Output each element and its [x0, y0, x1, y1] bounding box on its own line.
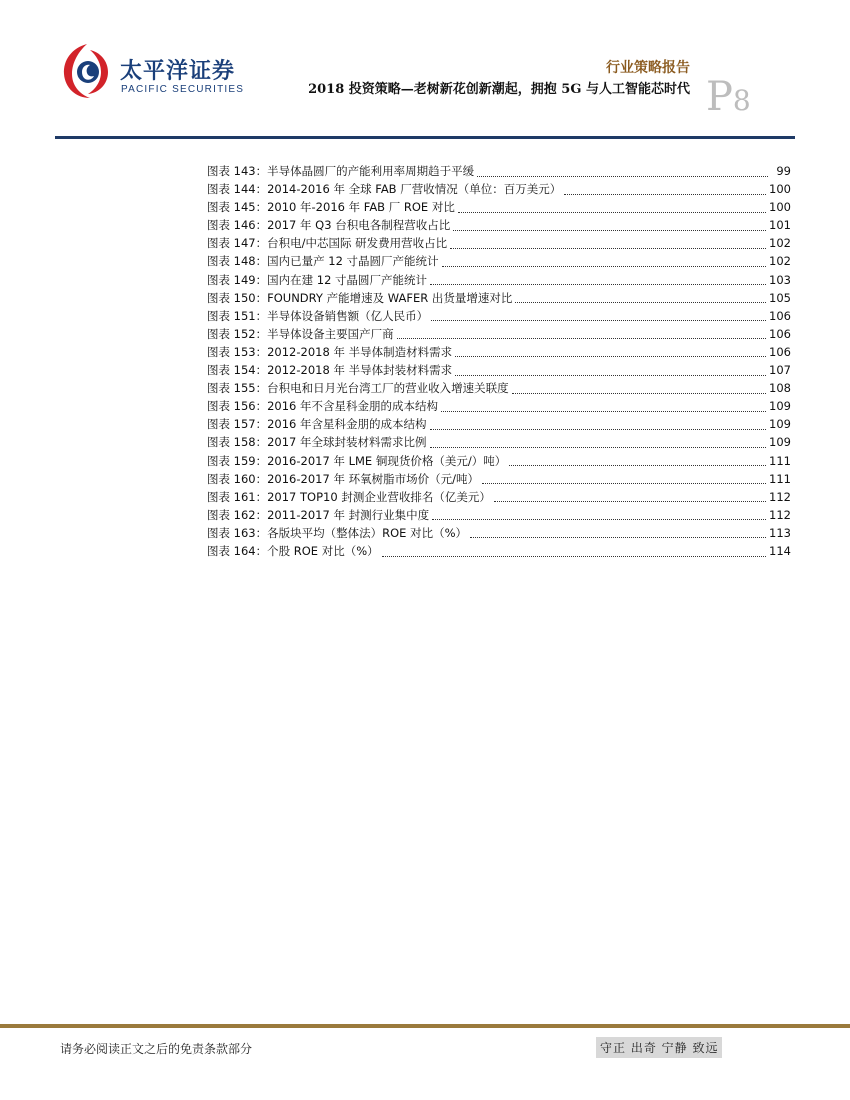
- page-number-value: 8: [732, 84, 751, 117]
- toc-entry[interactable]: [207, 290, 791, 308]
- toc-entry[interactable]: [207, 326, 791, 344]
- toc-entry-label: 图表 160：: [207, 471, 268, 486]
- toc-entry-page: 101: [769, 218, 791, 233]
- toc-entry-label: 图表 157：: [207, 417, 268, 432]
- toc-entry-label: 图表 164：: [207, 543, 268, 558]
- toc-entry-label: 图表 147：: [207, 236, 268, 251]
- toc-entry-title: 台积电和日月光台湾工厂的营业收入增速关联度: [267, 381, 509, 396]
- toc-entry-page: 109: [769, 399, 791, 414]
- toc-entry-label: 图表 144：: [207, 182, 268, 197]
- toc-entry-label: 图表 152：: [207, 326, 268, 341]
- toc-entry-title: 国内在建 12 寸晶圆厂产能统计: [267, 272, 428, 287]
- toc-entry-title: 个股 ROE 对比（%）: [267, 543, 379, 558]
- header-divider: [55, 136, 795, 139]
- toc-leader-dots: [430, 284, 766, 285]
- toc-entry-page: 106: [769, 308, 791, 323]
- logo-chinese-name: 太平洋证券: [120, 59, 236, 84]
- toc-entry-page: 107: [769, 363, 791, 378]
- toc-entry-title: FOUNDRY 产能增速及 WAFER 出货量增速对比: [267, 290, 513, 305]
- toc-entry[interactable]: [207, 199, 791, 217]
- toc-entry-page: 102: [769, 236, 791, 251]
- toc-entry-page: 109: [769, 435, 791, 450]
- toc-entry-title: 2014-2016 年 全球 FAB 厂营收情况（单位：百万美元）: [267, 182, 562, 197]
- toc-entry-page: 106: [769, 326, 791, 341]
- toc-entry-page: 100: [769, 200, 791, 215]
- toc-entry-title: 2017 年全球封装材料需求比例: [267, 435, 427, 450]
- toc-leader-dots: [515, 302, 766, 303]
- toc-entry-page: 109: [769, 417, 791, 432]
- toc-entry-label: 图表 150：: [207, 290, 268, 305]
- toc-entry[interactable]: [207, 543, 791, 561]
- toc-entry-label: 图表 146：: [207, 218, 268, 233]
- toc-leader-dots: [482, 483, 766, 484]
- toc-entry[interactable]: [207, 362, 791, 380]
- toc-entry[interactable]: [207, 235, 791, 253]
- toc-entry-title: 国内已量产 12 寸晶圆厂产能统计: [267, 254, 439, 269]
- toc-entry[interactable]: [207, 308, 791, 326]
- toc-leader-dots: [432, 519, 766, 520]
- toc-leader-dots: [458, 212, 766, 213]
- toc-entry-page: 108: [769, 381, 791, 396]
- toc-entry-page: 102: [769, 254, 791, 269]
- toc-entry[interactable]: [207, 471, 791, 489]
- toc-entry-page: 111: [769, 453, 791, 468]
- toc-leader-dots: [477, 176, 768, 177]
- toc-entry[interactable]: [207, 434, 791, 452]
- toc-leader-dots: [470, 537, 766, 538]
- toc-leader-dots: [512, 393, 766, 394]
- toc-leader-dots: [430, 429, 767, 430]
- toc-entry-page: 106: [769, 344, 791, 359]
- toc-entry[interactable]: [207, 272, 791, 290]
- company-logo: [60, 40, 260, 110]
- footer-motto: 守正 出奇 宁静 致远: [596, 1037, 722, 1058]
- toc-leader-dots: [455, 375, 766, 376]
- toc-entry[interactable]: [207, 163, 791, 181]
- toc-leader-dots: [450, 248, 766, 249]
- toc-entry-page: 112: [769, 489, 791, 504]
- toc-leader-dots: [430, 447, 767, 448]
- footer-divider: [0, 1024, 850, 1028]
- toc-entry[interactable]: [207, 453, 791, 471]
- toc-entry-title: 2016-2017 年 LME 铜现货价格（美元/）吨）: [267, 453, 507, 468]
- toc-entry-title: 2012-2018 年 半导体封装材料需求: [267, 363, 453, 378]
- toc-entry[interactable]: [207, 253, 791, 271]
- toc-leader-dots: [397, 338, 766, 339]
- page-number: [706, 74, 751, 120]
- toc-entry[interactable]: [207, 489, 791, 507]
- toc-entry-page: 99: [776, 164, 791, 178]
- toc-entry[interactable]: [207, 380, 791, 398]
- toc-entry-title: 半导体晶圆厂的产能利用率周期趋于平缓: [267, 164, 475, 178]
- toc-entry-page: 105: [769, 290, 791, 305]
- toc-entry-label: 图表 162：: [207, 507, 268, 522]
- toc-entry-title: 台积电/中芯国际 研发费用营收占比: [267, 236, 448, 251]
- toc-entry-label: 图表 159：: [207, 453, 268, 468]
- toc-entry-page: 112: [769, 507, 791, 522]
- toc-entry-label: 图表 156：: [207, 399, 268, 414]
- toc-leader-dots: [494, 501, 766, 502]
- toc-entry-label: 图表 154：: [207, 363, 268, 378]
- pacific-securities-logo-icon: [60, 40, 114, 102]
- report-title: 2018 投资策略—老树新花创新潮起，拥抱 5G 与人工智能芯时代: [308, 82, 690, 97]
- toc-entry-page: 100: [769, 182, 791, 197]
- toc-entry-label: 图表 158：: [207, 435, 268, 450]
- toc-leader-dots: [564, 194, 766, 195]
- footer-disclaimer: 请务必阅读正文之后的免责条款部分: [60, 1042, 253, 1056]
- toc-entry-title: 2012-2018 年 半导体制造材料需求: [267, 344, 453, 359]
- toc-entry-title: 2017 TOP10 封测企业营收排名（亿美元）: [267, 489, 491, 504]
- page-prefix: P: [706, 74, 733, 120]
- toc-entry-title: 2011-2017 年 封测行业集中度: [267, 507, 430, 522]
- toc-entry-page: 114: [769, 543, 791, 558]
- toc-leader-dots: [431, 320, 766, 321]
- toc-entry[interactable]: [207, 217, 791, 235]
- toc-entry-title: 2016 年含星科金朋的成本结构: [267, 417, 427, 432]
- toc-leader-dots: [441, 411, 766, 412]
- toc-leader-dots: [509, 465, 766, 466]
- table-of-figures: [207, 163, 791, 561]
- toc-entry-title: 各版块平均（整体法）ROE 对比（%）: [267, 525, 467, 540]
- toc-entry-label: 图表 155：: [207, 381, 268, 396]
- toc-entry[interactable]: [207, 344, 791, 362]
- toc-leader-dots: [453, 230, 766, 231]
- report-type: 行业策略报告: [606, 60, 690, 76]
- toc-entry-label: 图表 145：: [207, 200, 268, 215]
- toc-leader-dots: [455, 356, 766, 357]
- toc-entry[interactable]: [207, 507, 791, 525]
- toc-entry-label: 图表 161：: [207, 489, 268, 504]
- toc-entry-label: 图表 148：: [207, 254, 268, 269]
- toc-entry-label: 图表 151：: [207, 308, 268, 323]
- toc-entry[interactable]: [207, 525, 791, 543]
- toc-leader-dots: [382, 556, 766, 557]
- logo-english-name: PACIFIC SECURITIES: [121, 84, 245, 95]
- toc-entry-title: 2016 年不含星科金朋的成本结构: [267, 399, 439, 414]
- toc-entry[interactable]: [207, 398, 791, 416]
- toc-entry-label: 图表 143：: [207, 164, 268, 178]
- toc-entry[interactable]: [207, 416, 791, 434]
- toc-entry-page: 113: [769, 525, 791, 540]
- toc-entry-label: 图表 149：: [207, 272, 268, 287]
- page-header: [0, 0, 850, 140]
- toc-entry[interactable]: [207, 181, 791, 199]
- toc-entry-label: 图表 163：: [207, 525, 268, 540]
- toc-entry-label: 图表 153：: [207, 344, 268, 359]
- toc-entry-title: 半导体设备主要国产厂商: [267, 326, 394, 341]
- toc-entry-page: 103: [769, 272, 791, 287]
- toc-entry-title: 半导体设备销售额（亿人民币）: [267, 308, 429, 323]
- toc-entry-title: 2017 年 Q3 台积电各制程营收占比: [267, 218, 451, 233]
- toc-entry-page: 111: [769, 471, 791, 486]
- toc-entry-title: 2010 年-2016 年 FAB 厂 ROE 对比: [267, 200, 455, 215]
- toc-leader-dots: [442, 266, 766, 267]
- toc-entry-title: 2016-2017 年 环氧树脂市场价（元/吨）: [267, 471, 479, 486]
